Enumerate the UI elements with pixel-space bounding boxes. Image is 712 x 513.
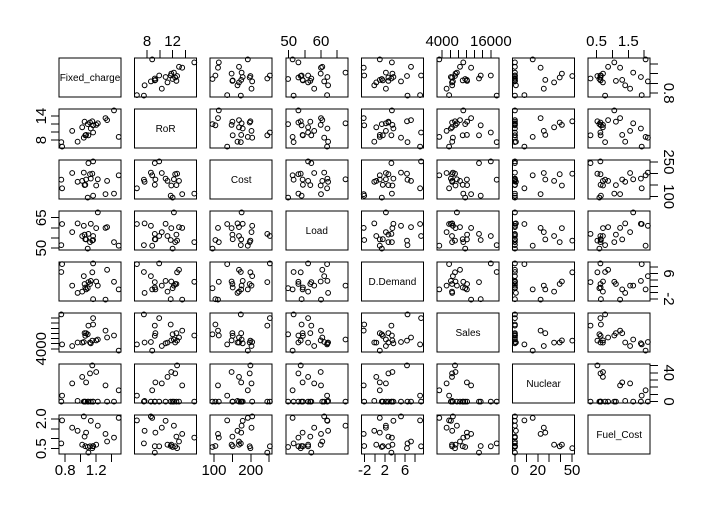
axis-tick-label-Fixed_charge: 0.8: [54, 462, 76, 479]
panel-Load-vs-RoR: [135, 211, 197, 250]
axis-tick-label-RoR: 12: [164, 33, 181, 50]
axis-tick-label-Sales: 4000: [425, 33, 459, 50]
panel-Fixed_charge-vs-Load: [286, 58, 348, 97]
panel-RoR-vs-D.Demand: [361, 109, 423, 148]
axis-tick-label-Load: 50: [33, 239, 50, 257]
axis-tick-label-Load: 60: [312, 33, 330, 50]
axis-tick-label-Fixed_charge: 0.8: [660, 82, 678, 104]
panel-Fuel_Cost-vs-Load: [286, 415, 348, 454]
panel-Fixed_charge-vs-D.Demand: [361, 58, 423, 97]
panel-D.Demand-vs-Load: [286, 262, 348, 301]
axis-tick-label-Fixed_charge: 1.2: [85, 462, 107, 479]
axis-tick-label-Cost: 250: [660, 149, 678, 175]
axis-tick-label-Nuclear: 20: [529, 462, 547, 479]
panel-Cost-vs-D.Demand: [361, 160, 423, 199]
panel-Cost-vs-Sales: [437, 160, 499, 199]
panel-RoR-vs-Fixed_charge: [59, 109, 121, 148]
panel-Cost-vs-Load: [286, 160, 348, 199]
axis-tick-label-Nuclear: 50: [563, 462, 581, 479]
axis-tick-label-D.Demand: -2: [660, 292, 678, 306]
panel-Nuclear-vs-Fixed_charge: [59, 364, 121, 403]
axis-tick-label-RoR: 14: [33, 107, 50, 125]
diag-label-Load: Load: [305, 226, 328, 237]
panel-Fuel_Cost-vs-Cost: [210, 415, 272, 454]
panel-Nuclear-vs-RoR: [135, 364, 197, 403]
diag-label-Cost: Cost: [230, 175, 252, 186]
panel-Sales-vs-Fixed_charge: [59, 313, 121, 352]
diag-label-Nuclear: Nuclear: [526, 379, 561, 390]
axis-tick-label-Load: 50: [280, 33, 298, 50]
axis-tick-label-Cost: 100: [201, 462, 227, 479]
axis-tick-label-D.Demand: 6: [400, 462, 410, 479]
panel-Sales-vs-D.Demand: [361, 313, 423, 352]
axis-tick-label-Cost: 200: [238, 462, 264, 479]
axis-tick-label-Sales: 16000: [469, 33, 512, 50]
panel-RoR-vs-Fuel_Cost: [588, 109, 650, 148]
axis-tick-label-Nuclear: 0: [660, 397, 678, 406]
panel-D.Demand-vs-Nuclear: [513, 262, 575, 301]
panel-Cost-vs-Nuclear: [513, 160, 575, 199]
diag-label-RoR: RoR: [155, 124, 176, 135]
panel-Fuel_Cost-vs-RoR: [135, 415, 197, 454]
panel-Load-vs-Sales: [437, 211, 499, 250]
axis-tick-label-Load: 65: [33, 209, 50, 227]
axis-tick-label-Nuclear: 0: [510, 462, 520, 479]
axis-tick-label-Cost: 100: [660, 184, 678, 210]
axis-tick-label-D.Demand: 6: [660, 269, 678, 278]
diag-label-D.Demand: D.Demand: [368, 277, 417, 288]
axis-tick-label-D.Demand: 2: [380, 462, 390, 479]
axis-tick-label-Fuel_Cost: 1.5: [617, 33, 639, 50]
axis-tick-label-Sales: 4000: [33, 332, 50, 366]
axis-tick-label-RoR: 8: [142, 33, 152, 50]
panel-Nuclear-vs-Sales: [437, 364, 499, 403]
axis-tick-label-Fuel_Cost: 2.0: [33, 408, 50, 430]
axis-tick-label-Fuel_Cost: 0.5: [586, 33, 607, 50]
panel-RoR-vs-Load: [286, 109, 348, 148]
axis-tick-label-RoR: 8: [33, 135, 50, 145]
panel-D.Demand-vs-Cost: [210, 262, 272, 301]
panel-Fuel_Cost-vs-D.Demand: [361, 415, 423, 454]
panel-Sales-vs-Nuclear: [513, 313, 575, 352]
panel-Load-vs-Nuclear: [513, 211, 575, 250]
panel-Cost-vs-Fuel_Cost: [588, 160, 650, 199]
axis-tick-label-D.Demand: -2: [358, 462, 372, 479]
axis-tick-label-Nuclear: 40: [660, 364, 678, 382]
panel-D.Demand-vs-Fuel_Cost: [588, 262, 650, 301]
diag-label-Fuel_Cost: Fuel_Cost: [596, 430, 642, 441]
axis-tick-label-Fuel_Cost: 0.5: [33, 438, 50, 460]
panel-Fixed_charge-vs-RoR: [135, 58, 197, 97]
diag-label-Sales: Sales: [455, 328, 481, 339]
diag-label-Fixed_charge: Fixed_charge: [59, 73, 121, 84]
